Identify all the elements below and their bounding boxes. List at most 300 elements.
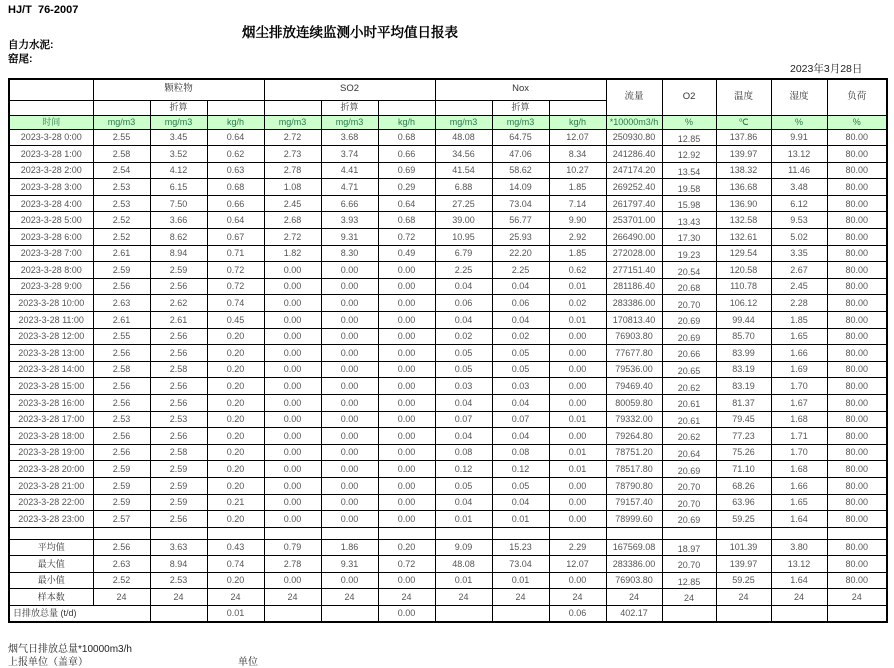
- value-cell: 80.00: [827, 229, 887, 246]
- value-cell: 48.08: [435, 556, 492, 573]
- value-cell: 0.04: [492, 312, 549, 329]
- value-cell: 110.78: [716, 278, 771, 295]
- value-cell: 20.54: [662, 262, 716, 279]
- value-cell: 1.71: [771, 428, 827, 445]
- empty-cell: [662, 527, 716, 539]
- group-header-pm: 颗粒物: [93, 79, 264, 100]
- table-row: [9, 179, 887, 196]
- value-cell: 1.64: [771, 511, 827, 528]
- value-cell: 0.62: [207, 146, 264, 163]
- value-cell: 1.70: [771, 378, 827, 395]
- spacer-row: [9, 527, 887, 539]
- value-cell: 63.96: [716, 494, 771, 511]
- value-cell: 101.39: [716, 539, 771, 556]
- value-cell: 0.00: [549, 477, 606, 494]
- value-cell: 2.67: [771, 262, 827, 279]
- value-cell: 0.02: [549, 295, 606, 312]
- value-cell: 80.00: [827, 262, 887, 279]
- value-cell: 0.74: [207, 295, 264, 312]
- value-cell: 80.00: [827, 477, 887, 494]
- value-cell: 0.62: [549, 262, 606, 279]
- column-header-humidity: 湿度: [771, 79, 827, 115]
- value-cell: 0.00: [264, 428, 321, 445]
- value-cell: 0.12: [435, 461, 492, 478]
- table-row: [9, 345, 887, 362]
- page-title: 烟尘排放连续监测小时平均值日报表: [242, 25, 458, 40]
- value-cell: 0.00: [321, 328, 378, 345]
- value-cell: 132.58: [716, 212, 771, 229]
- value-cell: 0.01: [549, 461, 606, 478]
- value-cell: 8.94: [150, 556, 207, 573]
- value-cell: 0.01: [492, 572, 549, 589]
- value-cell: 0.71: [207, 245, 264, 262]
- value-cell: 3.74: [321, 146, 378, 163]
- value-cell: 79.45: [716, 411, 771, 428]
- value-cell: 20.66: [662, 345, 716, 362]
- flow-total-note: 烟气日排放总量*10000m3/h: [8, 644, 132, 655]
- value-cell: 0.04: [492, 494, 549, 511]
- value-cell: 0.20: [207, 361, 264, 378]
- value-cell: 12.85: [662, 129, 716, 146]
- value-cell: 2.56: [93, 278, 150, 295]
- table-row: [9, 262, 887, 279]
- table-row: [9, 295, 887, 312]
- value-cell: 1.69: [771, 361, 827, 378]
- value-cell: 80.00: [827, 278, 887, 295]
- value-cell: 0.00: [321, 262, 378, 279]
- value-cell: 22.20: [492, 245, 549, 262]
- value-cell: 85.70: [716, 328, 771, 345]
- converted-header-pm: 折算: [150, 100, 207, 115]
- value-cell: 83.99: [716, 345, 771, 362]
- value-cell: 76903.80: [606, 328, 662, 345]
- time-cell: 2023-3-28 8:00: [9, 262, 93, 279]
- value-cell: 2.59: [93, 461, 150, 478]
- value-cell: 2.45: [264, 195, 321, 212]
- table-row: [9, 245, 887, 262]
- value-cell: 0.00: [549, 395, 606, 412]
- empty-cell: [264, 527, 321, 539]
- summary-label: 最小值: [9, 572, 93, 589]
- value-cell: 0.00: [264, 262, 321, 279]
- value-cell: 73.04: [492, 556, 549, 573]
- value-cell: 247174.20: [606, 162, 662, 179]
- value-cell: 2.63: [93, 295, 150, 312]
- value-cell: 81.37: [716, 395, 771, 412]
- value-cell: 3.52: [150, 146, 207, 163]
- value-cell: 0.00: [321, 494, 378, 511]
- value-cell: 2.56: [93, 378, 150, 395]
- value-cell: 139.97: [716, 146, 771, 163]
- value-cell: 2.45: [771, 278, 827, 295]
- value-cell: 1.68: [771, 461, 827, 478]
- value-cell: 0.20: [378, 539, 435, 556]
- value-cell: 80.00: [827, 361, 887, 378]
- value-cell: 4.71: [321, 179, 378, 196]
- unit-cell: mg/m3: [93, 115, 150, 129]
- unit-cell: mg/m3: [264, 115, 321, 129]
- value-cell: 0.05: [492, 345, 549, 362]
- value-cell: 24: [264, 589, 321, 606]
- value-cell: 0.49: [378, 245, 435, 262]
- unit-cell: *10000m3/h: [606, 115, 662, 129]
- value-cell: 20.64: [662, 444, 716, 461]
- value-cell: 20.70: [662, 494, 716, 511]
- value-cell: 0.00: [321, 278, 378, 295]
- value-cell: 277151.40: [606, 262, 662, 279]
- value-cell: 0.72: [378, 556, 435, 573]
- value-cell: 0.04: [435, 428, 492, 445]
- table-row: [9, 146, 887, 163]
- value-cell: 0.64: [378, 195, 435, 212]
- value-cell: 79157.40: [606, 494, 662, 511]
- value-cell: 241286.40: [606, 146, 662, 163]
- value-cell: 0.00: [378, 278, 435, 295]
- value-cell: 12.92: [662, 146, 716, 163]
- value-cell: 24: [207, 589, 264, 606]
- value-cell: 0.05: [492, 477, 549, 494]
- time-cell: 2023-3-28 0:00: [9, 129, 93, 146]
- value-cell: 7.14: [549, 195, 606, 212]
- time-cell: 2023-3-28 15:00: [9, 378, 93, 395]
- value-cell: 80.00: [827, 295, 887, 312]
- value-cell: 13.12: [771, 146, 827, 163]
- value-cell: 80.00: [827, 556, 887, 573]
- value-cell: 20.65: [662, 361, 716, 378]
- value-cell: 2.56: [93, 395, 150, 412]
- time-cell: 2023-3-28 16:00: [9, 395, 93, 412]
- value-cell: 10.95: [435, 229, 492, 246]
- value-cell: 402.17: [606, 605, 662, 622]
- value-cell: 283386.00: [606, 556, 662, 573]
- value-cell: 3.63: [150, 539, 207, 556]
- value-cell: 13.54: [662, 162, 716, 179]
- value-cell: 9.09: [435, 539, 492, 556]
- value-cell: 0.02: [435, 328, 492, 345]
- value-cell: 1.70: [771, 444, 827, 461]
- value-cell: 0.00: [321, 378, 378, 395]
- value-cell: 39.00: [435, 212, 492, 229]
- value-cell: 15.23: [492, 539, 549, 556]
- unit-cell: kg/h: [549, 115, 606, 129]
- time-cell: 2023-3-28 20:00: [9, 461, 93, 478]
- value-cell: 2.56: [150, 328, 207, 345]
- time-cell: 2023-3-28 6:00: [9, 229, 93, 246]
- empty-cell: [9, 79, 93, 100]
- value-cell: 2.63: [93, 556, 150, 573]
- value-cell: 24: [150, 589, 207, 606]
- value-cell: 77.23: [716, 428, 771, 445]
- unit-cell: %: [662, 115, 716, 129]
- value-cell: 0.21: [207, 494, 264, 511]
- value-cell: 0.20: [207, 395, 264, 412]
- value-cell: 0.20: [207, 477, 264, 494]
- value-cell: 80.00: [827, 461, 887, 478]
- table-row: [9, 444, 887, 461]
- value-cell: 24: [549, 589, 606, 606]
- empty-cell: [207, 100, 264, 115]
- value-cell: 6.66: [321, 195, 378, 212]
- value-cell: 0.00: [549, 494, 606, 511]
- value-cell: 71.10: [716, 461, 771, 478]
- unit-cell: %: [827, 115, 887, 129]
- value-cell: [662, 605, 716, 622]
- value-cell: 269252.40: [606, 179, 662, 196]
- time-cell: 2023-3-28 19:00: [9, 444, 93, 461]
- value-cell: 1.85: [771, 312, 827, 329]
- value-cell: 24: [435, 589, 492, 606]
- value-cell: 0.20: [207, 572, 264, 589]
- value-cell: 132.61: [716, 229, 771, 246]
- summary-row: [9, 539, 887, 556]
- value-cell: 80.00: [827, 345, 887, 362]
- value-cell: 34.56: [435, 146, 492, 163]
- value-cell: 0.00: [264, 572, 321, 589]
- value-cell: 2.58: [150, 444, 207, 461]
- value-cell: 120.58: [716, 262, 771, 279]
- empty-cell: [93, 527, 150, 539]
- value-cell: 0.43: [207, 539, 264, 556]
- value-cell: 15.98: [662, 195, 716, 212]
- table-row: [9, 378, 887, 395]
- value-cell: 0.64: [207, 212, 264, 229]
- value-cell: 0.00: [321, 295, 378, 312]
- value-cell: 2.56: [93, 444, 150, 461]
- value-cell: 78790.80: [606, 477, 662, 494]
- value-cell: 59.25: [716, 572, 771, 589]
- value-cell: 1.82: [264, 245, 321, 262]
- table-row: [9, 195, 887, 212]
- value-cell: 80.00: [827, 146, 887, 163]
- column-header-o2: O2: [662, 79, 716, 115]
- value-cell: 2.59: [150, 262, 207, 279]
- site-label: 窑尾:: [8, 53, 33, 65]
- value-cell: 139.97: [716, 556, 771, 573]
- value-cell: 0.00: [264, 328, 321, 345]
- value-cell: 0.00: [378, 572, 435, 589]
- value-cell: 0.63: [207, 162, 264, 179]
- value-cell: 0.00: [549, 572, 606, 589]
- report-unit-label: 上报单位（盖章）: [8, 657, 88, 668]
- value-cell: 0.00: [378, 461, 435, 478]
- time-cell: 2023-3-28 5:00: [9, 212, 93, 229]
- time-cell: 2023-3-28 13:00: [9, 345, 93, 362]
- value-cell: 3.80: [771, 539, 827, 556]
- value-cell: 0.00: [321, 461, 378, 478]
- value-cell: 1.68: [771, 411, 827, 428]
- value-cell: 14.09: [492, 179, 549, 196]
- value-cell: 5.02: [771, 229, 827, 246]
- value-cell: 18.97: [662, 539, 716, 556]
- summary-row: [9, 589, 887, 606]
- value-cell: 20.69: [662, 328, 716, 345]
- value-cell: 78751.20: [606, 444, 662, 461]
- unit-cell: kg/h: [378, 115, 435, 129]
- value-cell: 0.29: [378, 179, 435, 196]
- value-cell: 0.00: [264, 312, 321, 329]
- value-cell: 2.62: [150, 295, 207, 312]
- value-cell: 2.58: [93, 361, 150, 378]
- value-cell: 3.93: [321, 212, 378, 229]
- value-cell: 0.00: [378, 345, 435, 362]
- unit-cell: mg/m3: [492, 115, 549, 129]
- value-cell: 0.05: [492, 361, 549, 378]
- value-cell: 1.08: [264, 179, 321, 196]
- value-cell: 283386.00: [606, 295, 662, 312]
- value-cell: 24: [827, 589, 887, 606]
- value-cell: [716, 605, 771, 622]
- value-cell: 24: [606, 589, 662, 606]
- value-cell: 1.64: [771, 572, 827, 589]
- value-cell: 0.20: [207, 411, 264, 428]
- value-cell: 2.25: [435, 262, 492, 279]
- value-cell: 79469.40: [606, 378, 662, 395]
- value-cell: 8.94: [150, 245, 207, 262]
- value-cell: 20.62: [662, 428, 716, 445]
- unit-row: [9, 115, 887, 129]
- value-cell: 0.67: [207, 229, 264, 246]
- empty-cell: [549, 527, 606, 539]
- value-cell: 0.00: [264, 411, 321, 428]
- empty-cell: [549, 100, 606, 115]
- value-cell: 0.00: [264, 511, 321, 528]
- empty-cell: [492, 527, 549, 539]
- value-cell: 47.06: [492, 146, 549, 163]
- empty-cell: [827, 527, 887, 539]
- table-row: [9, 229, 887, 246]
- value-cell: 0.64: [207, 129, 264, 146]
- value-cell: 137.86: [716, 129, 771, 146]
- value-cell: 0.03: [492, 378, 549, 395]
- value-cell: 0.68: [378, 212, 435, 229]
- summary-label: 平均值: [9, 539, 93, 556]
- value-cell: 79264.80: [606, 428, 662, 445]
- value-cell: 0.00: [549, 378, 606, 395]
- value-cell: 281186.40: [606, 278, 662, 295]
- empty-cell: [93, 100, 150, 115]
- value-cell: [827, 605, 887, 622]
- value-cell: 0.00: [378, 395, 435, 412]
- value-cell: 8.34: [549, 146, 606, 163]
- value-cell: 80.00: [827, 129, 887, 146]
- value-cell: 9.31: [321, 556, 378, 573]
- value-cell: 0.00: [321, 312, 378, 329]
- converted-header-so2: 折算: [321, 100, 378, 115]
- value-cell: 0.45: [207, 312, 264, 329]
- value-cell: 0.01: [549, 444, 606, 461]
- table-row: [9, 361, 887, 378]
- empty-cell: [321, 527, 378, 539]
- value-cell: 2.59: [93, 494, 150, 511]
- table-row: [9, 162, 887, 179]
- value-cell: 0.00: [549, 345, 606, 362]
- value-cell: 0.00: [264, 361, 321, 378]
- value-cell: 0.00: [321, 572, 378, 589]
- value-cell: 0.03: [435, 378, 492, 395]
- time-cell: 2023-3-28 21:00: [9, 477, 93, 494]
- value-cell: 0.00: [549, 361, 606, 378]
- value-cell: 106.12: [716, 295, 771, 312]
- column-header-load: 负荷: [827, 79, 887, 115]
- value-cell: 2.68: [264, 212, 321, 229]
- value-cell: 2.72: [264, 129, 321, 146]
- value-cell: 0.07: [492, 411, 549, 428]
- standard-number: HJ/T 76-2007: [8, 4, 79, 16]
- daily-total-label: 日排放总量 (t/d): [9, 605, 150, 622]
- value-cell: 0.01: [549, 278, 606, 295]
- empty-cell: [716, 527, 771, 539]
- value-cell: 4.12: [150, 162, 207, 179]
- time-cell: 2023-3-28 10:00: [9, 295, 93, 312]
- value-cell: [492, 605, 549, 622]
- time-cell: 2023-3-28 1:00: [9, 146, 93, 163]
- value-cell: 0.00: [378, 444, 435, 461]
- value-cell: 0.05: [435, 477, 492, 494]
- value-cell: 261797.40: [606, 195, 662, 212]
- table-row: [9, 328, 887, 345]
- value-cell: 80.00: [827, 162, 887, 179]
- unit-cell: mg/m3: [321, 115, 378, 129]
- value-cell: 1.65: [771, 328, 827, 345]
- value-cell: 20.69: [662, 511, 716, 528]
- value-cell: [435, 605, 492, 622]
- time-cell: 2023-3-28 23:00: [9, 511, 93, 528]
- report-table: [8, 78, 888, 623]
- unit-label: 单位: [238, 657, 258, 668]
- time-cell: 2023-3-28 4:00: [9, 195, 93, 212]
- value-cell: 80.00: [827, 494, 887, 511]
- value-cell: 0.04: [492, 395, 549, 412]
- empty-cell: [378, 100, 435, 115]
- value-cell: 0.20: [207, 511, 264, 528]
- value-cell: 0.00: [264, 477, 321, 494]
- value-cell: 80.00: [827, 444, 887, 461]
- unit-cell: %: [771, 115, 827, 129]
- value-cell: 0.20: [207, 328, 264, 345]
- value-cell: 76903.80: [606, 572, 662, 589]
- value-cell: 2.61: [93, 312, 150, 329]
- value-cell: 2.59: [93, 477, 150, 494]
- value-cell: 75.26: [716, 444, 771, 461]
- value-cell: 2.29: [549, 539, 606, 556]
- value-cell: 78517.80: [606, 461, 662, 478]
- value-cell: 0.08: [492, 444, 549, 461]
- empty-cell: [606, 527, 662, 539]
- value-cell: 25.93: [492, 229, 549, 246]
- value-cell: 0.00: [264, 378, 321, 395]
- value-cell: 0.00: [264, 295, 321, 312]
- value-cell: 0.04: [492, 428, 549, 445]
- value-cell: 1.85: [549, 179, 606, 196]
- value-cell: 0.00: [549, 328, 606, 345]
- value-cell: 20.61: [662, 395, 716, 412]
- value-cell: 24: [492, 589, 549, 606]
- empty-cell: [435, 527, 492, 539]
- empty-cell: [9, 100, 93, 115]
- value-cell: 0.72: [207, 278, 264, 295]
- value-cell: 78999.60: [606, 511, 662, 528]
- value-cell: 48.08: [435, 129, 492, 146]
- time-cell: 2023-3-28 2:00: [9, 162, 93, 179]
- value-cell: 1.66: [771, 477, 827, 494]
- value-cell: 20.68: [662, 278, 716, 295]
- value-cell: 0.00: [321, 345, 378, 362]
- value-cell: 41.54: [435, 162, 492, 179]
- value-cell: 27.25: [435, 195, 492, 212]
- value-cell: 0.01: [435, 511, 492, 528]
- value-cell: 0.68: [207, 179, 264, 196]
- value-cell: 2.72: [264, 229, 321, 246]
